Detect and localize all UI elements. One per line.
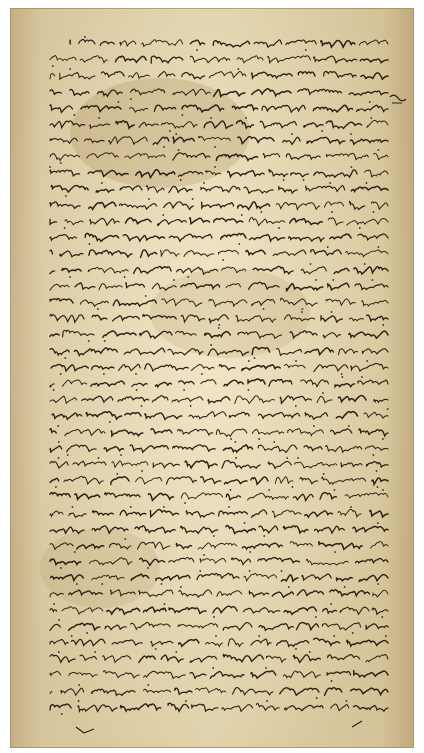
catchword-mark bbox=[350, 714, 372, 724]
text-line bbox=[50, 287, 390, 290]
text-line bbox=[50, 368, 390, 371]
text-line bbox=[50, 352, 390, 355]
handwritten-text-block bbox=[50, 38, 390, 718]
text-line bbox=[50, 530, 390, 533]
text-line bbox=[50, 433, 390, 436]
text-line bbox=[50, 335, 390, 338]
text-line bbox=[50, 400, 390, 403]
text-line bbox=[50, 190, 390, 193]
margin-annotation bbox=[388, 92, 408, 106]
text-line bbox=[50, 141, 390, 144]
text-line bbox=[50, 222, 390, 225]
text-line bbox=[50, 44, 390, 47]
text-line bbox=[50, 627, 390, 630]
text-line bbox=[50, 449, 390, 452]
text-line bbox=[50, 60, 390, 63]
text-line bbox=[50, 514, 390, 517]
text-line bbox=[50, 125, 390, 128]
text-line bbox=[50, 271, 390, 274]
text-line bbox=[50, 546, 390, 549]
text-line bbox=[50, 675, 390, 678]
text-line bbox=[50, 708, 390, 711]
text-line bbox=[50, 562, 390, 565]
text-line bbox=[50, 594, 390, 597]
text-line bbox=[50, 643, 390, 646]
text-line bbox=[50, 692, 390, 695]
text-line bbox=[50, 497, 390, 500]
text-line bbox=[50, 157, 390, 160]
text-line bbox=[50, 206, 390, 209]
text-line bbox=[50, 578, 390, 581]
manuscript-page bbox=[10, 8, 414, 748]
text-line bbox=[50, 76, 390, 79]
text-line bbox=[50, 481, 390, 484]
text-line bbox=[50, 416, 390, 419]
text-line bbox=[50, 319, 390, 322]
text-line bbox=[50, 384, 390, 387]
text-line bbox=[50, 238, 390, 241]
text-line bbox=[50, 303, 390, 306]
text-line bbox=[50, 93, 390, 96]
text-line bbox=[50, 174, 390, 177]
text-line bbox=[50, 465, 390, 468]
text-line bbox=[50, 611, 390, 614]
text-line bbox=[50, 659, 390, 662]
text-line bbox=[50, 109, 390, 112]
text-line bbox=[50, 254, 390, 257]
catchword-mark bbox=[74, 720, 96, 730]
